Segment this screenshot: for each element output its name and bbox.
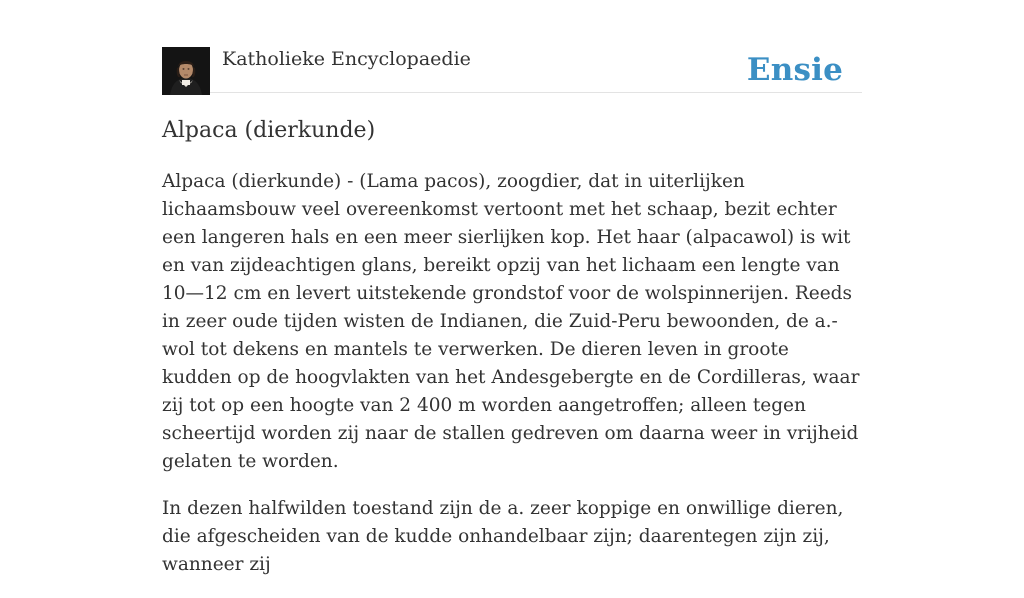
portrait-avatar-icon [162,47,210,95]
article-paragraph: In dezen halfwilden toestand zijn de a. zeer koppige en onwillige dieren, die afgescheiden van de kudde onhandelbaar zijn; daarentegen zijn zij, wanneer zij [162,498,844,575]
article-paragraph: Alpaca (dierkunde) - (Lama pacos), zoogdier, dat in uiterlijken lichaamsbouw veel overeenkomst vertoont met het schaap, bezit echter een langeren hals en een meer sierlijken kop. Het haar (alpacawol) is wit en van zijdeachtigen glans, bereikt opzij van het lichaam een lengte van 10—12 cm en levert uitstekende grondstof voor de wolspinnerijen. Reeds in zeer oude tijden wisten de Indianen, die Zuid-Peru bewoonden, de a.-wol tot dekens en mantels te verwerken. De dieren leven in groote kudden op de hoogvlakten van het Andesgebergte en de Cordilleras, waar zij tot op een hoogte van 2 400 m worden aangetroffen; alleen tegen scheertijd worden zij naar de stallen gedreven om daarna weer in vrijheid gelaten te worden. [162,171,860,472]
article-body [162,168,862,598]
site-header [162,44,862,93]
article-title: Alpaca (dierkunde) [162,118,376,143]
site-title[interactable]: Katholieke Encyclopaedie [222,48,471,70]
brand-logo[interactable]: Ensie [746,52,843,88]
avatar[interactable] [162,47,210,95]
